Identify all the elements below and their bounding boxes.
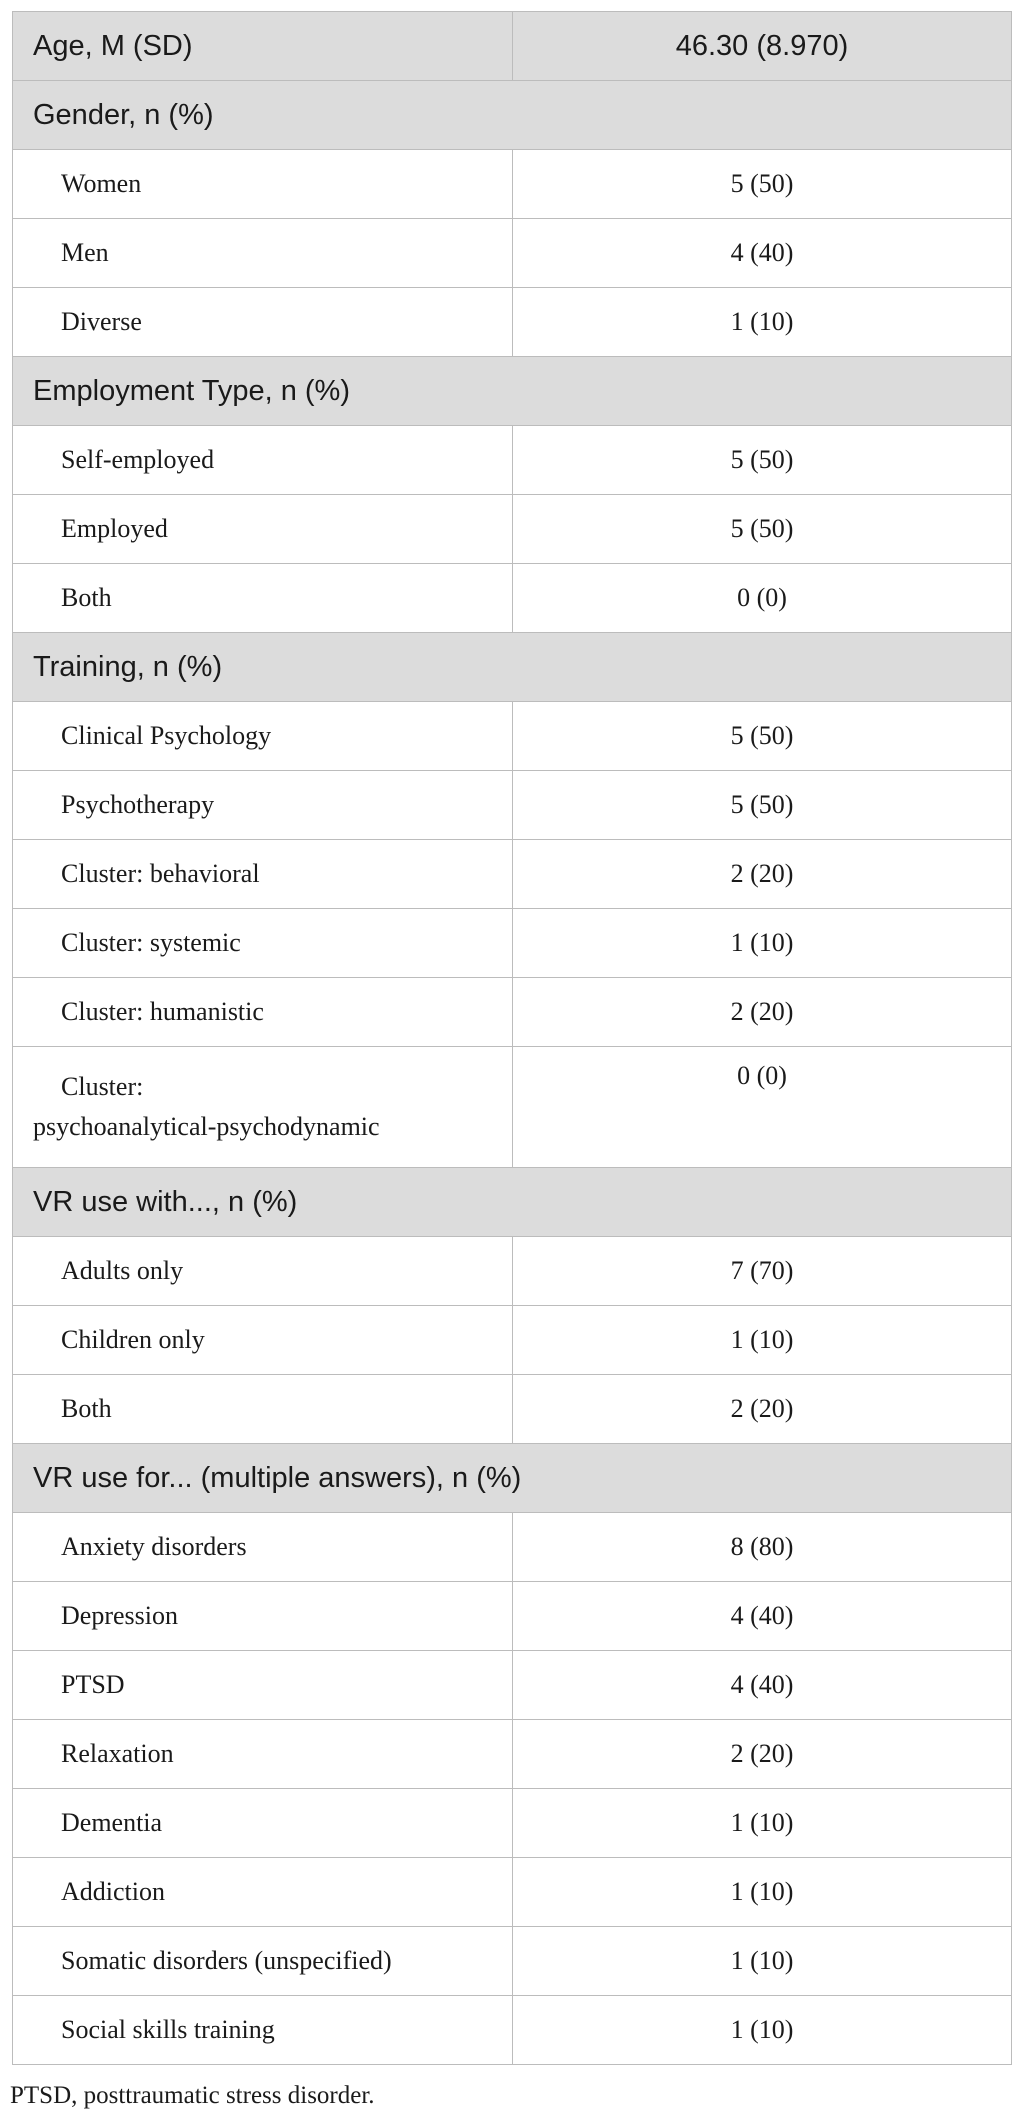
section-title: VR use for... (multiple answers), n (%) [13,1444,1012,1513]
demographics-table [12,11,1012,2065]
table-row [13,1306,1012,1375]
section-title: Gender, n (%) [13,81,1012,150]
row-value: 2 (20) [513,1720,1012,1789]
row-label-line1: Cluster: [61,1072,144,1101]
table-row [13,1375,1012,1444]
row-value: 2 (20) [513,1375,1012,1444]
table-row [13,426,1012,495]
row-value: 1 (10) [513,1789,1012,1858]
row-value: 0 (0) [513,564,1012,633]
row-label: Social skills training [13,1996,513,2065]
row-label: Cluster: behavioral [13,840,513,909]
section-title: Employment Type, n (%) [13,357,1012,426]
row-value: 4 (40) [513,1651,1012,1720]
row-value: 4 (40) [513,219,1012,288]
table-row [13,1651,1012,1720]
row-label: PTSD [13,1651,513,1720]
row-label: Clinical Psychology [13,702,513,771]
row-value: 1 (10) [513,909,1012,978]
section-header-training [13,633,1012,702]
row-value: 5 (50) [513,771,1012,840]
row-label: Relaxation [13,1720,513,1789]
row-label [13,1047,513,1168]
table-row [13,495,1012,564]
row-label: Addiction [13,1858,513,1927]
row-label: Self-employed [13,426,513,495]
row-label-line2: psychoanalytical-psychodynamic [33,1112,380,1141]
section-header-vr-for [13,1444,1012,1513]
table-footnote: PTSD, posttraumatic stress disorder. [10,2082,375,2109]
table-row [13,1789,1012,1858]
table-row [13,1047,1012,1168]
row-value: 4 (40) [513,1582,1012,1651]
row-label: Adults only [13,1237,513,1306]
row-value: 5 (50) [513,495,1012,564]
row-label: Dementia [13,1789,513,1858]
age-value: 46.30 (8.970) [513,12,1012,81]
age-row [13,12,1012,81]
row-label: Anxiety disorders [13,1513,513,1582]
table-row [13,219,1012,288]
section-title: VR use with..., n (%) [13,1168,1012,1237]
row-label: Cluster: systemic [13,909,513,978]
row-value: 5 (50) [513,702,1012,771]
row-label: Both [13,564,513,633]
row-value: 2 (20) [513,840,1012,909]
row-value: 2 (20) [513,978,1012,1047]
table-row [13,771,1012,840]
row-value: 1 (10) [513,1927,1012,1996]
table-row [13,288,1012,357]
table-row [13,909,1012,978]
row-value: 5 (50) [513,426,1012,495]
row-value: 1 (10) [513,1306,1012,1375]
row-value: 7 (70) [513,1237,1012,1306]
row-label: Women [13,150,513,219]
table-row [13,978,1012,1047]
row-label: Psychotherapy [13,771,513,840]
row-value: 1 (10) [513,288,1012,357]
row-label: Children only [13,1306,513,1375]
row-label: Somatic disorders (unspecified) [13,1927,513,1996]
table-row [13,1720,1012,1789]
table-row [13,840,1012,909]
row-label: Depression [13,1582,513,1651]
row-label: Cluster: humanistic [13,978,513,1047]
row-value: 1 (10) [513,1996,1012,2065]
row-value: 1 (10) [513,1858,1012,1927]
table-row [13,1582,1012,1651]
row-value: 8 (80) [513,1513,1012,1582]
table-row [13,1858,1012,1927]
table-row [13,1927,1012,1996]
section-title: Training, n (%) [13,633,1012,702]
section-header-employment [13,357,1012,426]
section-header-vr-with [13,1168,1012,1237]
age-label: Age, M (SD) [13,12,513,81]
row-label: Both [13,1375,513,1444]
table-row [13,564,1012,633]
table-row [13,1237,1012,1306]
row-value: 5 (50) [513,150,1012,219]
row-value: 0 (0) [513,1047,1012,1168]
row-label: Employed [13,495,513,564]
table-row [13,702,1012,771]
table-row [13,1513,1012,1582]
row-label: Diverse [13,288,513,357]
row-label: Men [13,219,513,288]
table-row [13,1996,1012,2065]
section-header-gender [13,81,1012,150]
table-row [13,150,1012,219]
